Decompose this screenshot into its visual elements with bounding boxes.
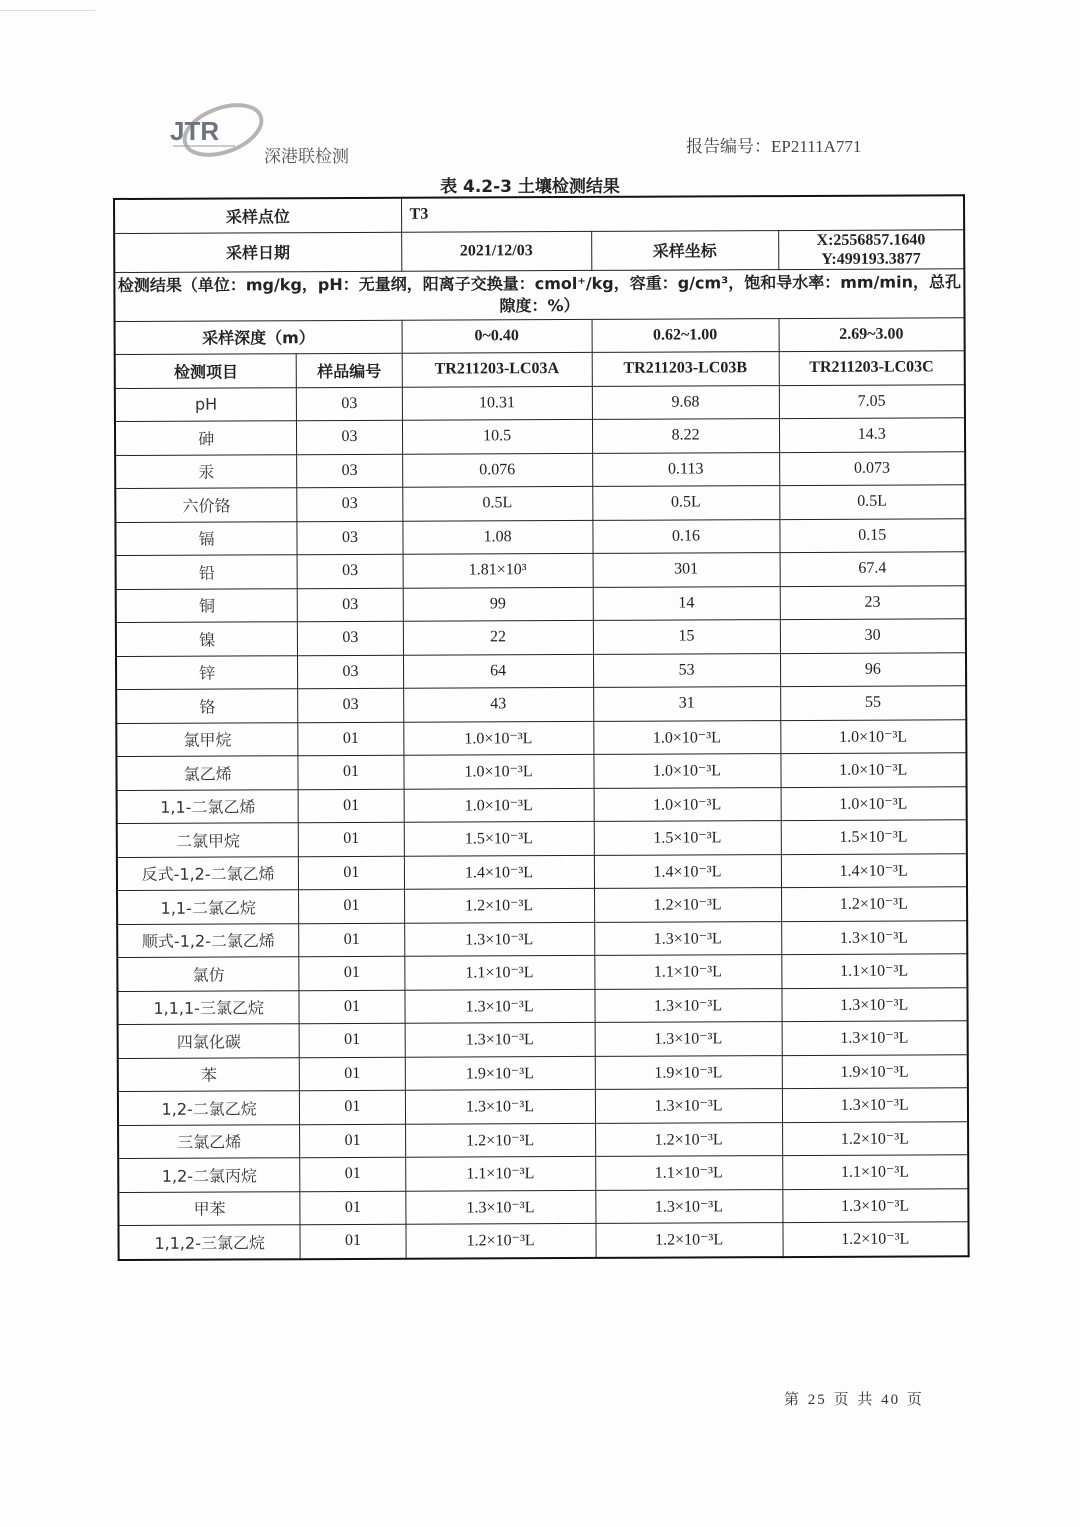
table-row [118,1121,968,1158]
table-row [115,384,965,421]
result-value: 31 [593,687,780,721]
report-number [686,132,861,157]
table-row [115,451,965,488]
units-note: 检测结果（单位：mg/kg，pH：无量纲，阳离子交换量：cmol⁺/kg，容重：g/cm³，饱和导水率：mm/min，总孔隙度：%） [114,268,964,321]
result-value: 1.3×10⁻³L [405,1089,595,1123]
result-value: 1.2×10⁻³L [404,888,594,922]
result-value: 1.4×10⁻³L [781,853,967,887]
result-value: 1.3×10⁻³L [782,1188,968,1222]
scan-edge-line [0,10,95,11]
result-value: 1.1×10⁻³L [781,954,967,988]
result-value: 1.3×10⁻³L [781,920,967,954]
result-value: 1.3×10⁻³L [404,922,594,956]
result-value: 1.2×10⁻³L [781,887,967,921]
page-current: 25 [807,1392,827,1408]
result-value: 0.113 [592,452,779,486]
sample-code-header: 样品编号 [297,353,402,387]
item-name: pH [115,387,297,421]
table-row [118,1155,968,1192]
sample-code: 03 [298,655,403,689]
item-name: 镍 [116,622,298,656]
date-row [114,229,964,272]
result-value: 1.0×10⁻³L [593,754,780,788]
table-row [116,552,966,589]
jtr-logo-icon [165,100,265,160]
result-value: 1.5×10⁻³L [781,820,967,854]
sample-code: 01 [299,889,404,923]
item-name: 1,2-二氯丙烷 [118,1158,300,1192]
sample-code: 01 [300,1224,405,1258]
result-value: 1.3×10⁻³L [594,921,781,955]
result-value: 1.1×10⁻³L [595,1156,782,1190]
page-prefix: 第 [784,1390,802,1408]
page-total: 40 [881,1392,901,1408]
table-row [117,987,967,1024]
item-header: 检测项目 [115,354,297,388]
result-value: 1.0×10⁻³L [403,721,593,755]
item-name: 1,1,1-三氯乙烷 [117,990,299,1024]
result-value: 1.3×10⁻³L [595,1089,782,1123]
result-value: 1.08 [402,520,592,554]
item-name: 汞 [115,454,297,488]
sample-code: 01 [300,1124,405,1158]
table-row [116,719,966,756]
sample-id-3: TR211203-LC03C [779,351,965,385]
sample-code: 01 [299,990,404,1024]
table-row [118,1088,968,1125]
result-value: 1.3×10⁻³L [405,989,595,1023]
table-row [115,518,965,555]
table-row [118,1054,968,1091]
result-value: 64 [403,654,593,688]
result-value: 1.3×10⁻³L [782,1021,968,1055]
depth-row [115,317,965,354]
result-value: 1.5×10⁻³L [594,821,781,855]
result-value: 99 [403,587,593,621]
sample-code: 01 [299,822,404,856]
date-value: 2021/12/03 [401,231,591,271]
result-value: 1.1×10⁻³L [404,955,594,989]
coord-x: X:2556857.1640 [816,230,926,249]
depth-label: 采样深度（m） [115,320,402,355]
item-name: 铅 [116,555,298,589]
table-row [115,418,965,455]
result-value: 1.1×10⁻³L [782,1155,968,1189]
result-value: 1.5×10⁻³L [404,821,594,855]
result-value: 0.5L [402,486,592,520]
item-name: 1,1-二氯乙烯 [117,789,299,823]
result-value: 7.05 [779,384,965,418]
depth-3: 2.69~3.00 [779,317,965,351]
table-row [117,887,967,924]
item-name: 反式-1,2-二氯乙烯 [117,856,299,890]
result-value: 1.0×10⁻³L [594,787,781,821]
result-value: 0.16 [592,519,779,553]
result-value: 1.3×10⁻³L [405,1022,595,1056]
result-value: 1.3×10⁻³L [595,1022,782,1056]
result-value: 15 [593,620,780,654]
item-name: 1,1-二氯乙烷 [117,890,299,924]
result-value: 301 [593,553,780,587]
item-name: 1,2-二氯乙烷 [118,1091,300,1125]
coord-label: 采样坐标 [591,230,778,270]
result-value: 1.2×10⁻³L [594,888,781,922]
result-value: 43 [403,687,593,721]
item-name: 氯仿 [117,957,299,991]
item-name: 六价铬 [115,488,297,522]
table-title: 表 4.2-3 土壤检测结果 [440,177,620,197]
table-row [117,954,967,991]
result-value: 0.076 [402,453,592,487]
item-name: 铬 [116,689,298,723]
coord-y: Y:499193.3877 [821,249,921,268]
result-value: 1.1×10⁻³L [405,1156,595,1190]
result-value: 0.15 [779,518,965,552]
result-value: 1.3×10⁻³L [781,987,967,1021]
sample-code: 03 [297,521,402,555]
report-number-value: EP2111A771 [771,137,862,156]
result-value: 23 [780,585,966,619]
result-value: 1.0×10⁻³L [593,720,780,754]
item-name: 氯甲烷 [116,722,298,756]
page-mid: 页 共 [833,1390,875,1408]
page-suffix: 页 [906,1390,924,1408]
table-row [116,585,966,622]
result-value: 1.81×10³ [403,553,593,587]
logo-text: JTR [170,116,220,146]
result-value: 1.9×10⁻³L [595,1055,782,1089]
result-value: 10.31 [402,386,592,420]
item-name: 顺式-1,2-二氯乙烯 [117,923,299,957]
sample-code: 03 [297,420,402,454]
item-name: 二氯甲烷 [117,823,299,857]
result-value: 1.0×10⁻³L [781,786,967,820]
result-value: 1.0×10⁻³L [780,719,966,753]
item-name: 镉 [115,521,297,555]
sample-code: 01 [298,755,403,789]
company-name: 深港联检测 [264,147,349,167]
result-value: 0.5L [592,486,779,520]
sample-id-1: TR211203-LC03A [402,352,592,386]
table-row [117,920,967,957]
result-value: 1.9×10⁻³L [405,1056,595,1090]
header-row [115,351,965,388]
depth-1: 0~0.40 [402,319,592,353]
results-table [113,194,970,1260]
sample-code: 03 [297,454,402,488]
result-value: 1.2×10⁻³L [405,1123,595,1157]
sample-code: 03 [297,487,402,521]
result-value: 1.0×10⁻³L [780,753,966,787]
page-number [784,1388,924,1409]
table-row [118,1021,968,1058]
result-value: 9.68 [592,385,779,419]
result-value: 1.0×10⁻³L [404,788,594,822]
item-name: 苯 [118,1057,300,1091]
sample-code: 03 [298,588,403,622]
sample-code: 01 [299,923,404,957]
sample-code: 01 [299,956,404,990]
date-label: 采样日期 [114,232,401,272]
report-number-label: 报告编号： [686,137,771,157]
result-value: 1.3×10⁻³L [782,1088,968,1122]
result-value: 22 [403,620,593,654]
coord-value [778,229,964,269]
result-value: 8.22 [592,419,779,453]
result-value: 96 [780,652,966,686]
item-name: 四氯化碳 [118,1024,300,1058]
table-row [116,652,966,689]
item-name: 砷 [115,421,297,455]
result-value: 14.3 [779,418,965,452]
result-value: 55 [780,686,966,720]
table-row [118,1188,968,1225]
result-value: 1.3×10⁻³L [595,1189,782,1223]
item-name: 甲苯 [118,1191,300,1225]
table-row [117,820,967,857]
sample-id-2: TR211203-LC03B [592,352,779,386]
sample-code: 01 [300,1090,405,1124]
sample-code: 03 [297,554,402,588]
site-label: 采样点位 [114,198,401,233]
table-row [117,786,967,823]
sample-code: 01 [300,1191,405,1225]
result-value: 1.2×10⁻³L [782,1222,968,1257]
result-value: 1.4×10⁻³L [404,855,594,889]
sample-code: 01 [300,1057,405,1091]
result-value: 30 [780,619,966,653]
result-value: 67.4 [780,552,966,586]
item-name: 铜 [116,588,298,622]
depth-2: 0.62~1.00 [592,318,779,352]
sample-code: 01 [300,1157,405,1191]
item-name: 1,1,2-三氯乙烷 [118,1225,300,1260]
result-value: 1.2×10⁻³L [595,1122,782,1156]
item-name: 氯乙烯 [116,756,298,790]
sample-code: 03 [298,688,403,722]
table-row [116,619,966,656]
result-value: 1.4×10⁻³L [594,854,781,888]
site-row [114,195,964,233]
table-row [117,853,967,890]
result-value: 0.5L [779,485,965,519]
table-row [116,753,966,790]
result-value: 1.0×10⁻³L [403,754,593,788]
result-value: 1.9×10⁻³L [782,1054,968,1088]
item-name: 三氯乙烯 [118,1124,300,1158]
result-value: 1.2×10⁻³L [406,1223,596,1258]
result-value: 1.1×10⁻³L [594,955,781,989]
table-row [116,686,966,723]
result-value: 0.073 [779,451,965,485]
result-value: 1.3×10⁻³L [405,1190,595,1224]
sample-code: 03 [297,387,402,421]
note-row [114,268,964,321]
sample-code: 01 [298,722,403,756]
result-value: 14 [593,586,780,620]
result-value: 1.2×10⁻³L [596,1223,783,1258]
result-value: 1.2×10⁻³L [782,1121,968,1155]
results-table-container [113,194,970,1260]
table-row [115,485,965,522]
result-value: 1.3×10⁻³L [595,988,782,1022]
table-row [118,1222,968,1260]
result-value: 10.5 [402,419,592,453]
sample-code: 01 [299,1023,404,1057]
site-value: T3 [401,195,964,231]
item-name: 锌 [116,655,298,689]
sample-code: 01 [298,789,403,823]
sample-code: 03 [298,621,403,655]
sample-code: 01 [299,856,404,890]
result-value: 53 [593,653,780,687]
